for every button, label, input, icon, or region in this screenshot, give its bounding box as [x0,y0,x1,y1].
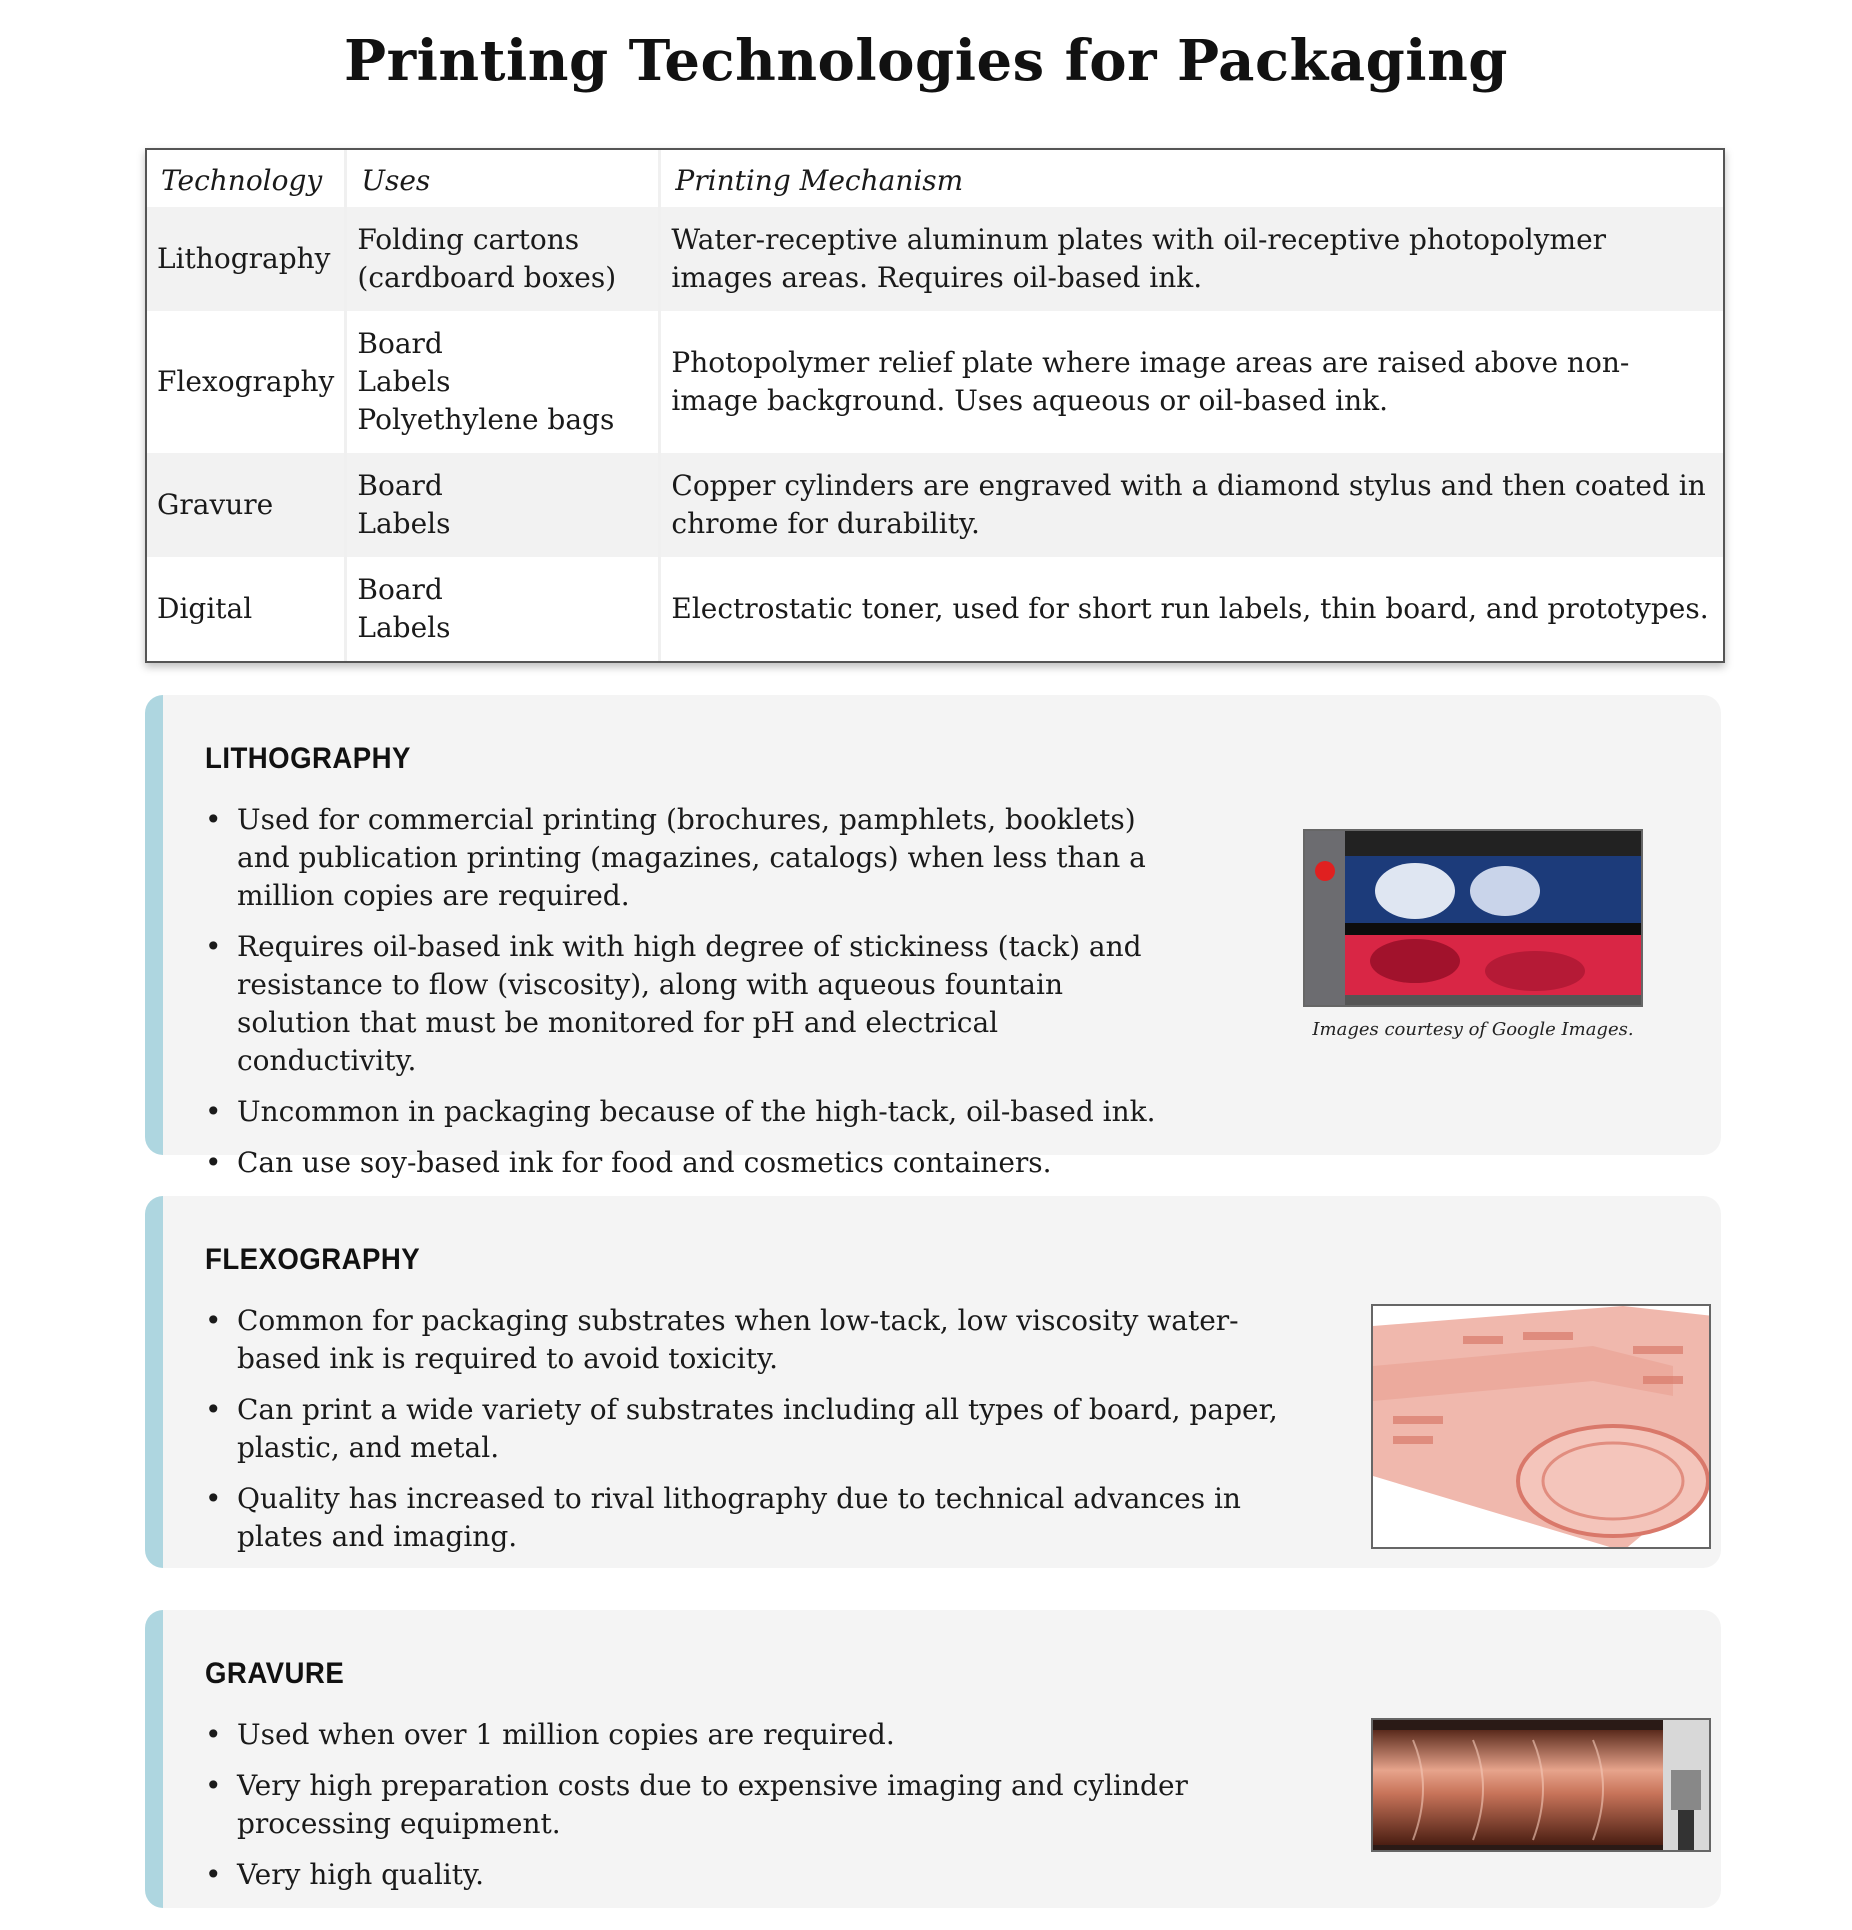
table-row [147,557,1723,661]
lithography-card [145,695,1721,1179]
list-item: • Requires oil-based ink with high degree of stickiness (tack) and resistance to flow (viscosity), along with aqueous fountain solution that must be monitored for pH and electrical conductivity. [205,928,1165,1080]
flexography-card [145,1196,1721,1568]
table-row [147,207,1723,311]
list-item: • Quality has increased to rival lithography due to technical advances in plates and imaging. [205,1480,1285,1556]
list-item: • Uncommon in packaging because of the high-tack, oil-based ink. [205,1093,1165,1131]
cell-uses: Board Labels Polyethylene bags [346,311,660,453]
list-item: • Can use soy-based ink for food and cosmetics containers. [205,1144,1165,1182]
cell-technology: Digital [147,557,346,661]
gravure-bullets [205,1716,1305,1907]
cell-uses: Board Labels [346,453,660,557]
lithography-bullets [205,801,1165,1195]
cell-mechanism: Electrostatic toner, used for short run labels, thin board, and prototypes. [671,592,1709,625]
lithography-press-image [1303,829,1643,1007]
header-uses: Uses [346,150,660,207]
gravure-heading: GRAVURE [205,1657,345,1690]
page-title: Printing Technologies for Packaging [344,28,1508,94]
list-item: • Common for packaging substrates when low-tack, low viscosity water-based ink is required to avoid toxicity. [205,1302,1285,1378]
cell-uses: Board Labels [346,557,660,661]
table-header-row [147,150,1723,207]
technology-table [145,148,1725,663]
gravure-cylinder-image [1371,1718,1711,1852]
list-item: • Very high quality. [205,1856,1305,1894]
list-item: • Used for commercial printing (brochures, pamphlets, booklets) and publication printing (magazines, catalogs) when less than a million copies are required. [205,801,1165,915]
table-row [147,453,1723,557]
cell-technology: Lithography [147,207,346,311]
cell-mechanism: Photopolymer relief plate where image areas are raised above non-image background. Uses aqueous or oil-based ink. [671,346,1630,417]
table-row [147,311,1723,453]
cell-mechanism: Copper cylinders are engraved with a diamond stylus and then coated in chrome for durability. [660,453,1723,557]
flexography-bullets [205,1302,1285,1569]
cell-technology: Flexography [147,311,346,453]
gravure-card [145,1610,1721,1908]
list-item: • Very high preparation costs due to expensive imaging and cylinder processing equipment. [205,1767,1305,1843]
cell-mechanism: Water-receptive aluminum plates with oil-receptive photopolymer images areas. Requires oil-based ink. [660,207,1723,311]
lithography-heading: LITHOGRAPHY [205,742,411,775]
flexography-plate-image [1371,1304,1711,1549]
cell-uses: Folding cartons (cardboard boxes) [346,207,660,311]
cell-technology: Gravure [147,453,346,557]
flexography-heading: FLEXOGRAPHY [205,1243,421,1276]
header-mechanism: Printing Mechanism [660,150,1723,207]
list-item: • Used when over 1 million copies are required. [205,1716,1305,1754]
image-caption: Images courtesy of Google Images. [1312,1019,1634,1040]
header-technology: Technology [147,150,346,207]
list-item: • Can print a wide variety of substrates including all types of board, paper, plastic, and metal. [205,1391,1285,1467]
